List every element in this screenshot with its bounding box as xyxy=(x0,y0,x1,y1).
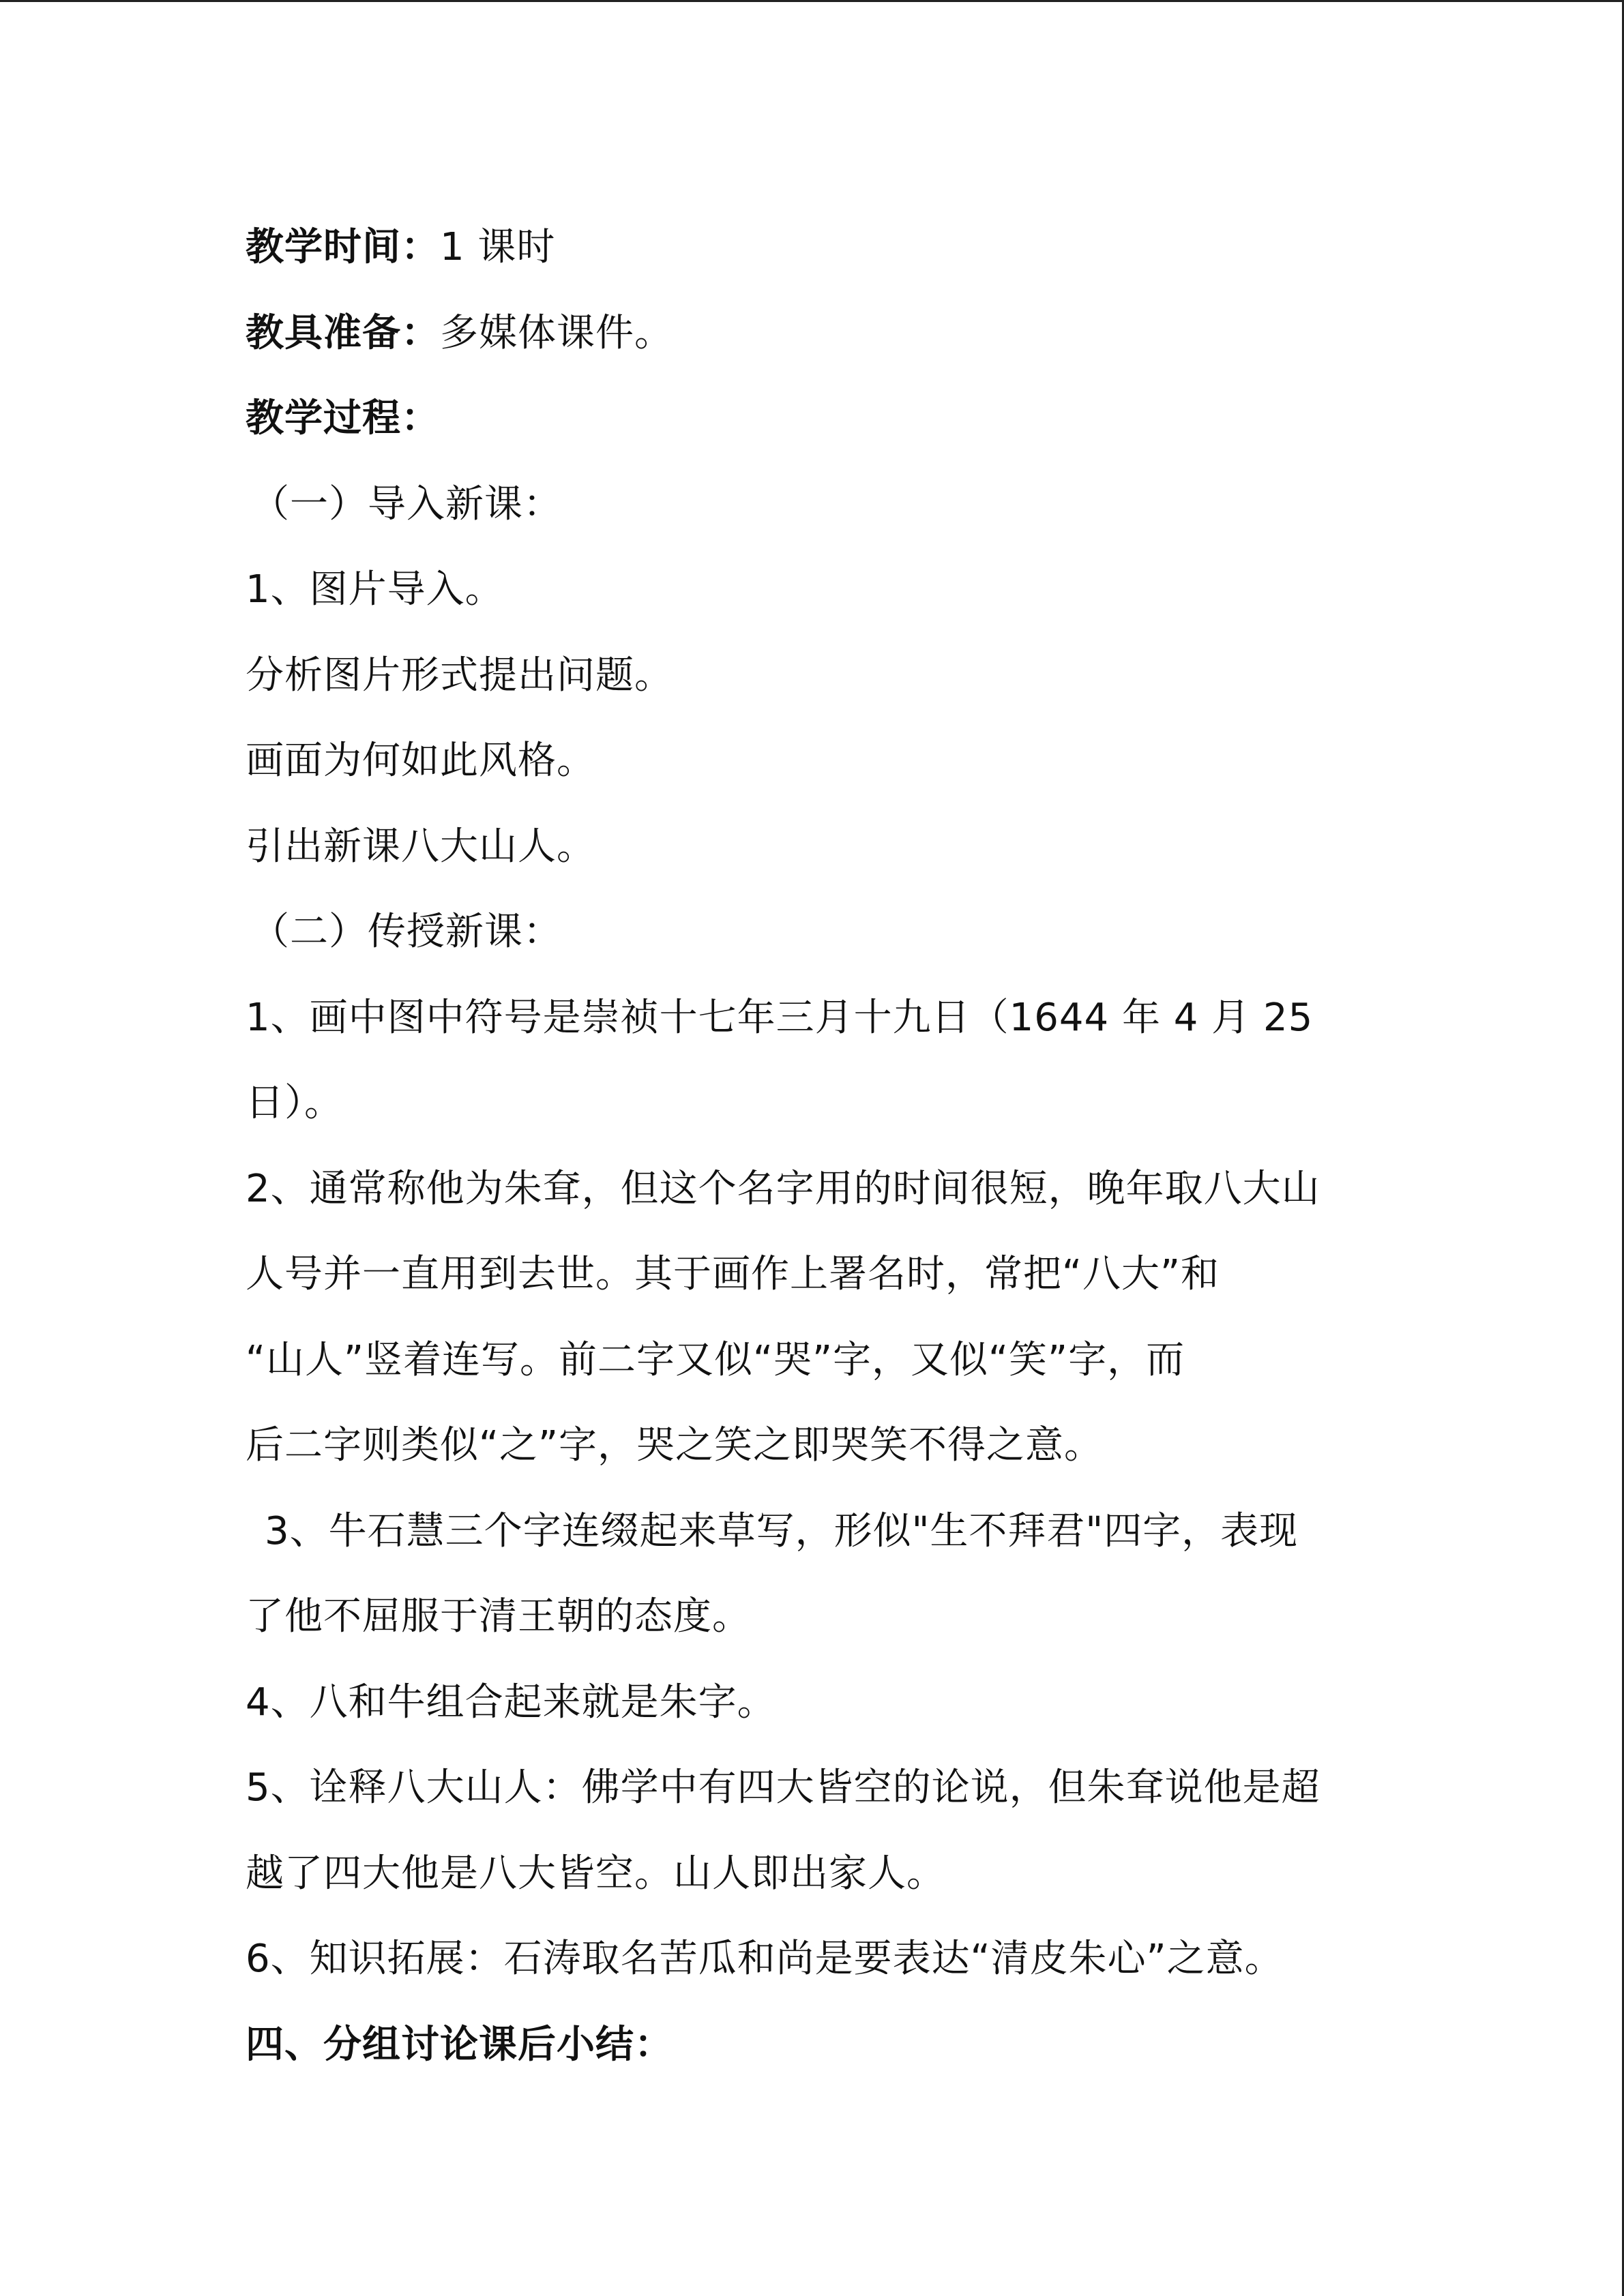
materials-label: 教具准备： xyxy=(246,310,440,355)
section-two-line: 人号并一直用到去世。其于画作上署名时，常把“八大”和 xyxy=(246,1252,1220,1296)
section-two-title: （二）传授新课： xyxy=(251,910,562,954)
section-two-line: 5、诠释八大山人：佛学中有四大皆空的论说，但朱耷说他是超 xyxy=(246,1765,1320,1810)
page-top-border xyxy=(0,0,1624,2)
materials-line xyxy=(246,290,1378,376)
section-one-line: 分析图片形式提出问题。 xyxy=(246,653,673,698)
section-two-line: 后二字则类似“之”字，哭之笑之即哭笑不得之意。 xyxy=(246,1423,1104,1467)
section-one-title: （一）导入新课： xyxy=(251,481,562,526)
section-one-line: 引出新课八大山人。 xyxy=(246,824,595,869)
section-one-line: 画面为何如此风格。 xyxy=(246,739,595,783)
section-two-line: 越了四大他是八大皆空。山人即出家人。 xyxy=(246,1851,945,1896)
process-heading: 教学过程： xyxy=(246,396,440,441)
section-two-line: 6、知识拓展：石涛取名苦瓜和尚是要表达“清皮朱心”之意。 xyxy=(246,1937,1284,1981)
section-one-line: 1、图片导入。 xyxy=(246,567,504,612)
section-two-line: 了他不屈服于清王朝的态度。 xyxy=(246,1594,751,1639)
section-two-line: 日）。 xyxy=(246,1081,343,1125)
section-four-heading: 四、分组讨论课后小结： xyxy=(246,2022,673,2067)
materials-value: 多媒体课件。 xyxy=(440,310,673,355)
teaching-time-label: 教学时间： xyxy=(246,225,440,269)
section-two-line: “山人”竖着连写。前二字又似“哭”字，又似“笑”字，而 xyxy=(246,1337,1185,1382)
section-two-line: 1、画中图中符号是崇祯十七年三月十九日（1644 年 4 月 25 xyxy=(246,995,1314,1040)
section-two-line: 4、八和牛组合起来就是朱字。 xyxy=(246,1680,776,1725)
section-two-line: 2、通常称他为朱耷，但这个名字用的时间很短，晚年取八大山 xyxy=(246,1166,1320,1211)
document-body xyxy=(246,205,1378,2087)
section-two-line: 3、牛石慧三个字连缀起来草写，形似"生不拜君"四字，表现 xyxy=(265,1508,1299,1553)
teaching-time-line xyxy=(246,205,1378,290)
teaching-time-value: 1 课时 xyxy=(440,225,556,269)
